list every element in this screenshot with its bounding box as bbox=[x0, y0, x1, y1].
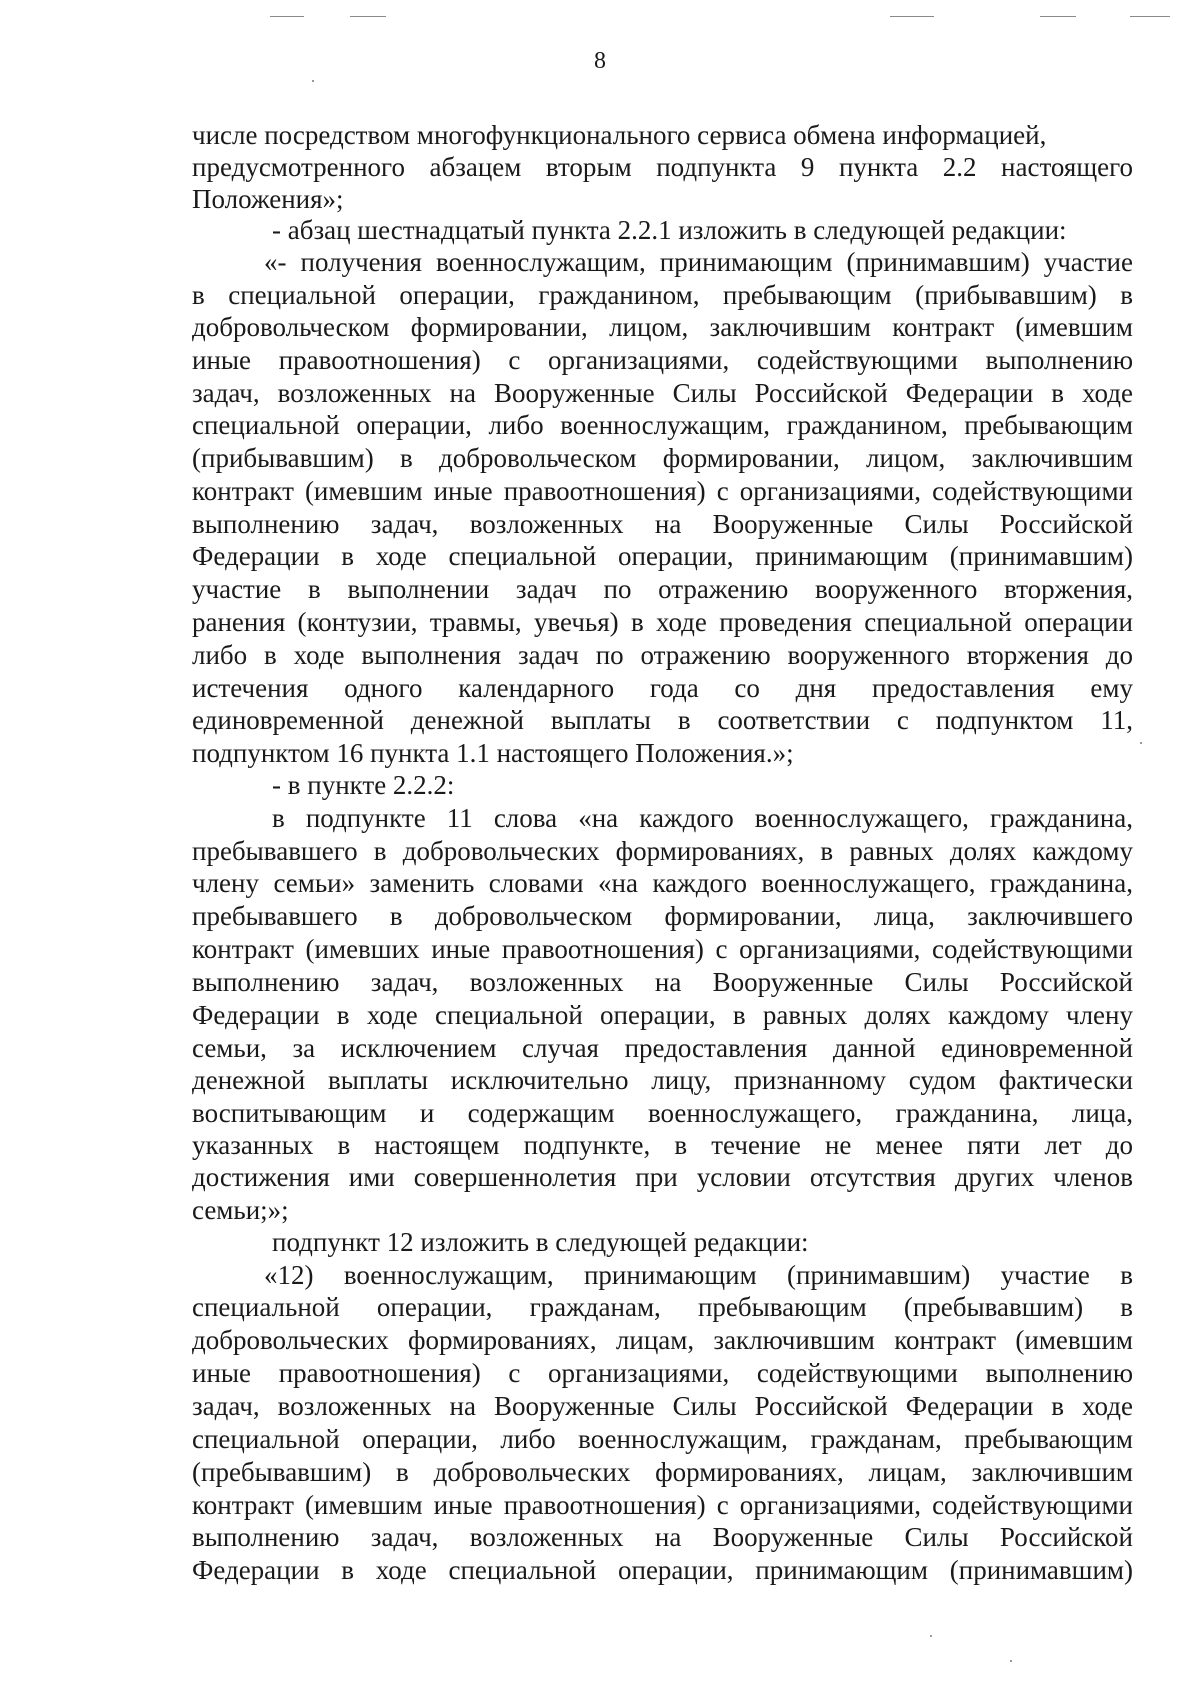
text-line: Федерации в ходе специальной операции, принимающим (принимавшим) bbox=[192, 541, 1133, 571]
text-line: иные правоотношения) с организациями, содействующими выполнению bbox=[192, 345, 1133, 375]
text-line: иные правоотношения) с организациями, содействующими выполнению bbox=[192, 1358, 1133, 1388]
scan-mark bbox=[890, 16, 934, 17]
text-line: (пребывавшим) в добровольческих формированиях, лицам, заключившим bbox=[192, 1457, 1133, 1487]
scan-speck bbox=[312, 80, 314, 82]
text-line: Федерации в ходе специальной операции, принимающим (принимавшим) bbox=[192, 1555, 1133, 1585]
text-line: выполнению задач, возложенных на Вооруженные Силы Российской bbox=[192, 509, 1133, 539]
text-line: указанных в настоящем подпункте, в течение не менее пяти лет до bbox=[192, 1130, 1133, 1160]
text-line: контракт (имевшим иные правоотношения) с организациями, содействующими bbox=[192, 1490, 1133, 1520]
scan-mark bbox=[1130, 16, 1170, 17]
text-line: пребывавшего в добровольческих формированиях, в равных долях каждому bbox=[192, 836, 1133, 866]
scan-speck bbox=[930, 1635, 932, 1637]
text-line: денежной выплаты исключительно лицу, признанному судом фактически bbox=[192, 1065, 1133, 1095]
text-line: подпункт 12 изложить в следующей редакции: bbox=[272, 1227, 809, 1257]
text-line: специальной операции, либо военнослужащим, гражданам, пребывающим bbox=[192, 1424, 1133, 1454]
text-line: выполнению задач, возложенных на Вооруженные Силы Российской bbox=[192, 1522, 1133, 1552]
text-line: либо в ходе выполнения задач по отражению вооруженного вторжения до bbox=[192, 640, 1133, 670]
text-line: единовременной денежной выплаты в соответствии с подпунктом 11, bbox=[192, 705, 1133, 735]
text-line: участие в выполнении задач по отражению вооруженного вторжения, bbox=[192, 574, 1133, 604]
text-line: воспитывающим и содержащим военнослужащего, гражданина, лица, bbox=[192, 1098, 1133, 1128]
text-line: специальной операции, гражданам, пребывающим (пребывавшим) в bbox=[192, 1292, 1133, 1322]
text-line: предусмотренного абзацем вторым подпункта 9 пункта 2.2 настоящего bbox=[192, 152, 1133, 182]
text-line: выполнению задач, возложенных на Вооруженные Силы Российской bbox=[192, 967, 1133, 997]
text-line: пребывавшего в добровольческом формировании, лица, заключившего bbox=[192, 901, 1133, 931]
text-line: задач, возложенных на Вооруженные Силы Российской Федерации в ходе bbox=[192, 1391, 1133, 1421]
text-line: ранения (контузии, травмы, увечья) в ходе проведения специальной операции bbox=[192, 607, 1133, 637]
text-line: контракт (имевшим иные правоотношения) с организациями, содействующими bbox=[192, 476, 1133, 506]
text-line: «12) военнослужащим, принимающим (принимавшим) участие в bbox=[264, 1260, 1133, 1290]
text-line: достижения ими совершеннолетия при условии отсутствия других членов bbox=[192, 1162, 1133, 1192]
page-number: 8 bbox=[594, 48, 606, 74]
scan-mark bbox=[1040, 16, 1076, 17]
text-line: добровольческих формированиях, лицам, заключившим контракт (имевшим bbox=[192, 1325, 1133, 1355]
text-line: семьи, за исключением случая предоставления данной единовременной bbox=[192, 1033, 1133, 1063]
text-line: подпунктом 16 пункта 1.1 настоящего Положения.»; bbox=[192, 738, 794, 768]
text-line: контракт (имевших иные правоотношения) с организациями, содействующими bbox=[192, 934, 1133, 964]
text-line: (прибывавшим) в добровольческом формировании, лицом, заключившим bbox=[192, 443, 1133, 473]
text-line: Федерации в ходе специальной операции, в равных долях каждому члену bbox=[192, 1000, 1133, 1030]
text-line: семьи;»; bbox=[192, 1195, 289, 1225]
scan-speck bbox=[1140, 742, 1142, 744]
scan-speck bbox=[1010, 1660, 1012, 1662]
text-line: задач, возложенных на Вооруженные Силы Российской Федерации в ходе bbox=[192, 378, 1133, 408]
text-line: - в пункте 2.2.2: bbox=[272, 770, 455, 800]
text-line: специальной операции, либо военнослужащим, гражданином, пребывающим bbox=[192, 410, 1133, 440]
text-line: числе посредством многофункционального сервиса обмена информацией, bbox=[192, 120, 1047, 150]
text-line: - абзац шестнадцатый пункта 2.2.1 изложить в следующей редакции: bbox=[272, 215, 1067, 245]
scan-mark bbox=[270, 16, 304, 17]
text-line: истечения одного календарного года со дня предоставления ему bbox=[192, 673, 1133, 703]
text-line: в специальной операции, гражданином, пребывающим (прибывавшим) в bbox=[192, 280, 1133, 310]
text-line: «- получения военнослужащим, принимающим (принимавшим) участие bbox=[264, 247, 1133, 277]
text-line: в подпункте 11 слова «на каждого военнослужащего, гражданина, bbox=[272, 803, 1133, 833]
text-line: члену семьи» заменить словами «на каждого военнослужащего, гражданина, bbox=[192, 868, 1133, 898]
text-line: добровольческом формировании, лицом, заключившим контракт (имевшим bbox=[192, 312, 1133, 342]
scan-mark bbox=[350, 16, 386, 17]
text-line: Положения»; bbox=[192, 184, 344, 214]
